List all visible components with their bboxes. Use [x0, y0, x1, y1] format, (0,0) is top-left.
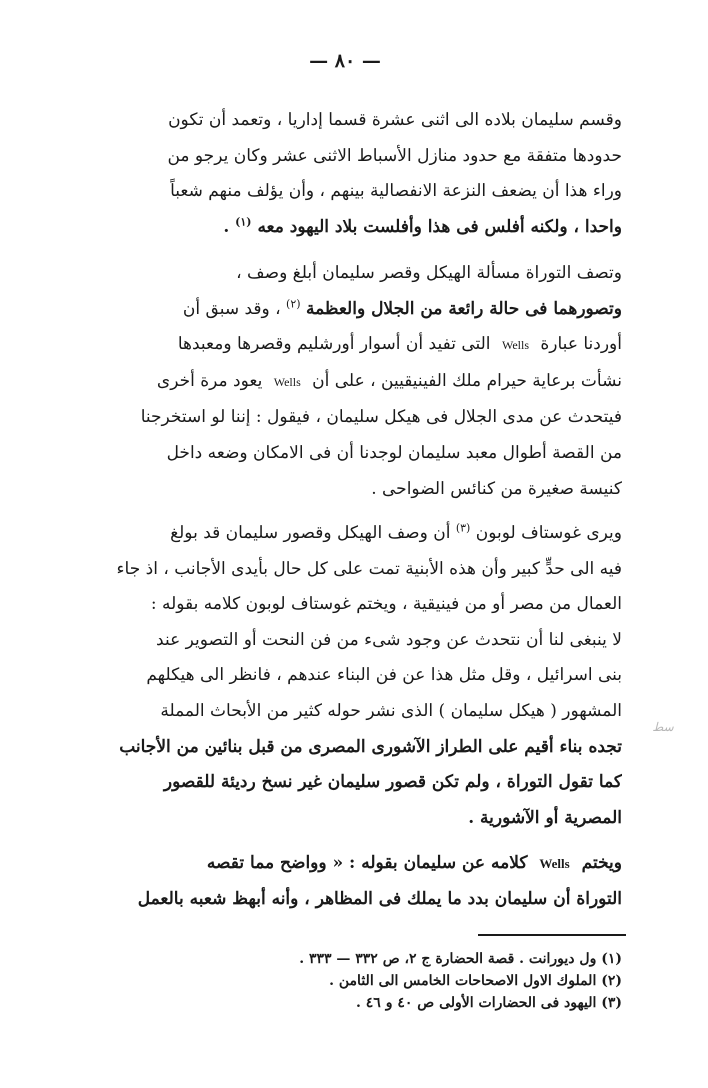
footnote-ref: (١): [235, 215, 252, 229]
text-segment: التى تفيد أن أسوار أورشليم وقصرها ومعبدها: [177, 334, 491, 355]
text-segment: .: [223, 216, 230, 237]
text-segment: ، وقد سبق أن: [182, 298, 281, 319]
latin-name: Wells: [273, 374, 301, 389]
text-line: وراء هذا أن يضعف النزعة الانفصالية بينهم ، وأن يؤلف منهم شعباً: [170, 181, 622, 202]
text-segment: ويختم: [581, 853, 622, 873]
text-line: العمال من مصر أو من فينيقية ، ويختم غوستاف لوبون كلامه بقوله :: [150, 594, 622, 615]
footnote-ref: (٢): [286, 296, 301, 310]
text-line: تجده بناء أقيم على الطراز الآشورى المصرى من قبل بنائين من الأجانب: [119, 736, 622, 757]
text-line: وقسم سليمان بلاده الى اثنى عشرة قسما إداريا ، وتعمد أن تكون: [168, 110, 622, 130]
paragraph-solomon-divisions: [62, 103, 622, 245]
text-line: [62, 292, 622, 328]
footnote-divider: [478, 934, 626, 936]
text-line: [62, 846, 622, 882]
paragraph-lebon-view: [62, 516, 622, 836]
footnote-item: (٢) الملوك الاول الاصحاحات الخامس الى الثامن .: [329, 973, 622, 989]
text-line: بنى اسرائيل ، وقل مثل هذا عن فن البناء عندهم ، فانظر الى هيكلهم: [146, 665, 622, 686]
text-segment: أن وصف الهيكل وقصور سليمان قد بولغ: [170, 523, 451, 543]
footnote-item: (٣) اليهود فى الحضارات الأولى ص ٤٠ و ٤٦ .: [356, 995, 622, 1011]
text-segment: ويرى غوستاف لوبون: [475, 523, 622, 543]
text-line: لا ينبغى لنا أن نتحدث عن وجود شىء من فن النحت أو التصوير عند: [156, 629, 622, 650]
page-number: — ٨٠ —: [309, 50, 381, 72]
text-line: حدودها متفقة مع حدود منازل الأسباط الاثنى عشر وكان يرجو من: [167, 145, 622, 166]
text-line: [62, 210, 622, 246]
text-segment: يعود مرة أخرى: [156, 370, 263, 391]
text-line: [62, 327, 622, 364]
margin-handwritten-note: سط: [652, 720, 674, 734]
text-segment: أوردنا عبارة: [540, 334, 622, 355]
text-line: من القصة أطوال معبد سليمان لوجدنا أن فى الامكان وضعه داخل: [166, 442, 622, 463]
text-segment: نشأت برعاية حيرام ملك الفينيقيين ، على أن: [312, 370, 622, 391]
text-line: المشهور ( هيكل سليمان ) الذى نشر حوله كثير من الأبحاث المملة: [160, 700, 622, 721]
text-line: فيه الى حدٍّ كبير وأن هذه الأبنية تمت على كل حال بأيدى الأجانب ، اذ جاء: [116, 558, 622, 579]
paragraph-wells-conclusion: [62, 846, 622, 917]
paragraph-temple-description: [62, 256, 622, 507]
footnote-item: (١) ول ديورانت . قصة الحضارة ج ٢، ص ٣٣٢ — ٣٣٣ .: [299, 951, 622, 967]
text-line: المصرية أو الآشورية .: [468, 807, 622, 828]
text-line: فيتحدث عن مدى الجلال فى هيكل سليمان ، فيقول : إننا لو استخرجنا: [140, 407, 622, 428]
latin-name: Wells: [501, 338, 529, 353]
text-line: التوراة أن سليمان بدد ما يملك فى المظاهر ، وأنه أبهظ شعبه بالعمل: [137, 888, 622, 909]
footnotes: [62, 948, 622, 1014]
text-segment: كلامه عن سليمان بقوله : « وواضح مما تقصه: [206, 853, 528, 873]
footnote-ref: (٣): [455, 521, 471, 535]
text-line: [62, 364, 622, 401]
text-line: كما تقول التوراة ، ولم تكن قصور سليمان غير نسخ رديئة للقصور: [163, 772, 622, 793]
text-line: [62, 516, 622, 552]
text-line: وتصف التوراة مسألة الهيكل وقصر سليمان أبلغ وصف ،: [236, 263, 622, 283]
text-line: كنيسة صغيرة من كنائس الضواحى .: [371, 478, 622, 499]
text-segment: واحدا ، ولكنه أفلس فى هذا وأفلست بلاد اليهود معه: [257, 216, 622, 237]
latin-name: Wells: [539, 856, 570, 871]
text-segment: وتصورهما فى حالة رائعة من الجلال والعظمة: [305, 298, 622, 319]
